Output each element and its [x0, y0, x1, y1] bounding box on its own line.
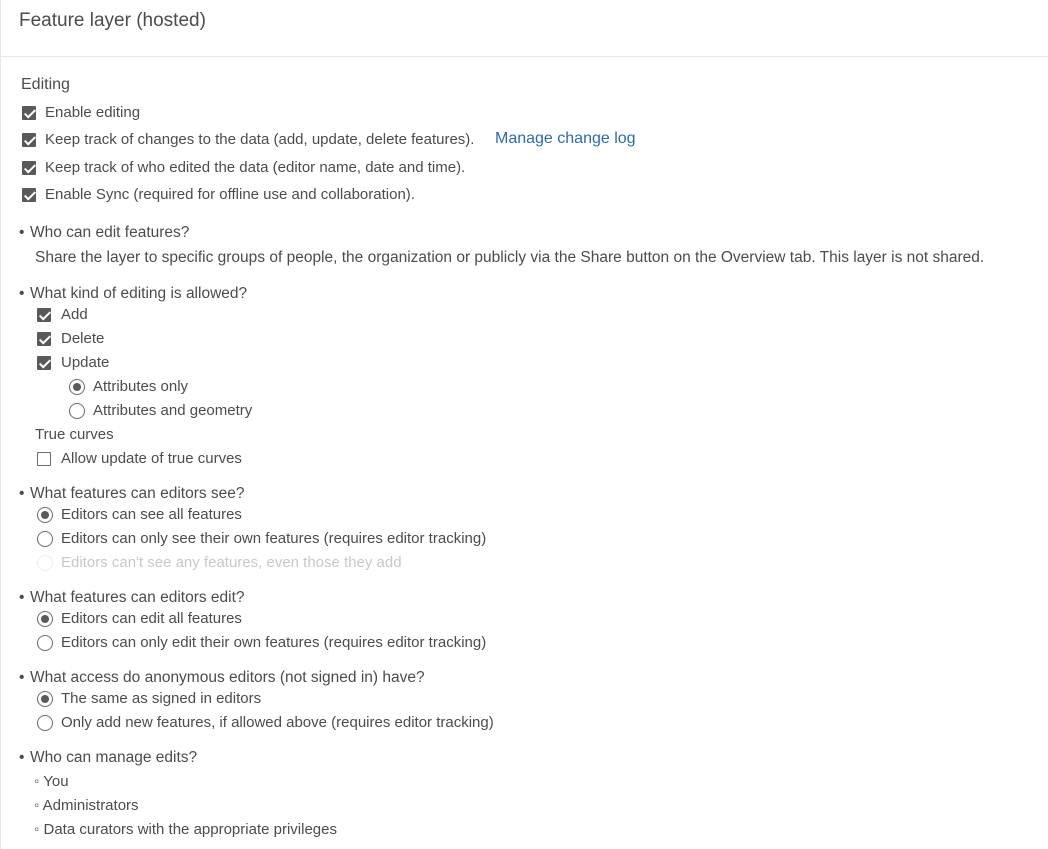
edit-own-features-label: Editors can only edit their own features (requires editor tracking) — [61, 634, 487, 651]
manage-edits-item-label: Data curators with the appropriate privileges — [43, 821, 337, 838]
track-changes-label: Keep track of changes to the data (add, update, delete features). — [45, 131, 475, 148]
edit-all-features-label: Editors can edit all features — [61, 610, 242, 627]
track-editors-checkbox[interactable] — [22, 161, 36, 175]
anonymous-add-only-radio[interactable] — [37, 715, 53, 731]
see-own-features-label: Editors can only see their own features (requires editor tracking) — [61, 530, 487, 547]
anonymous-access-label: What access do anonymous editors (not signed in) have? — [30, 669, 425, 686]
enable-editing-label: Enable editing — [45, 104, 141, 121]
anonymous-add-only-label: Only add new features, if allowed above (requires editor tracking) — [61, 714, 494, 731]
who-can-edit-label: Who can edit features? — [30, 224, 190, 241]
who-can-edit-question — [19, 224, 189, 242]
manage-edits-item — [34, 821, 337, 838]
kind-of-editing-label: What kind of editing is allowed? — [30, 285, 248, 302]
sub-bullet: ◦ — [34, 821, 40, 838]
sub-bullet: ◦ — [34, 797, 40, 814]
track-editors-label: Keep track of who edited the data (editor name, date and time). — [45, 159, 466, 176]
anonymous-access-question — [19, 669, 425, 687]
attributes-only-radio[interactable] — [69, 379, 85, 395]
see-all-features-label: Editors can see all features — [61, 506, 242, 523]
delete-label: Delete — [61, 330, 105, 347]
attributes-only-label: Attributes only — [93, 378, 189, 395]
attributes-geometry-label: Attributes and geometry — [93, 402, 253, 419]
features-edit-label: What features can editors edit? — [30, 589, 245, 606]
bullet: • — [19, 285, 25, 302]
anonymous-same-radio[interactable] — [37, 691, 53, 707]
bullet: • — [19, 669, 25, 686]
manage-change-log-link[interactable]: Manage change log — [495, 130, 636, 147]
update-checkbox[interactable] — [37, 356, 51, 370]
manage-edits-question — [19, 749, 197, 767]
enable-sync-label: Enable Sync (required for offline use and collaboration). — [45, 186, 415, 203]
bullet: • — [19, 749, 25, 766]
enable-editing-checkbox[interactable] — [22, 106, 36, 120]
track-changes-checkbox[interactable] — [22, 133, 36, 147]
delete-checkbox[interactable] — [37, 332, 51, 346]
allow-true-curves-checkbox[interactable] — [37, 452, 51, 466]
panel-header — [1, 0, 1048, 57]
manage-edits-item-label: Administrators — [42, 797, 139, 814]
see-no-features-radio — [37, 555, 53, 571]
page-title: Feature layer (hosted) — [19, 10, 206, 31]
manage-edits-label: Who can manage edits? — [30, 749, 198, 766]
see-all-features-radio[interactable] — [37, 507, 53, 523]
editing-section-title: Editing — [21, 76, 70, 93]
see-own-features-radio[interactable] — [37, 531, 53, 547]
see-no-features-label: Editors can't see any features, even those they add — [61, 554, 402, 571]
manage-edits-item — [34, 773, 69, 790]
kind-of-editing-question — [19, 285, 247, 303]
features-see-question — [19, 485, 245, 503]
bullet: • — [19, 485, 25, 502]
bullet: • — [19, 224, 25, 241]
allow-true-curves-label: Allow update of true curves — [61, 450, 242, 467]
true-curves-label: True curves — [35, 426, 114, 443]
update-label: Update — [61, 354, 110, 371]
sub-bullet: ◦ — [34, 773, 40, 790]
features-see-label: What features can editors see? — [30, 485, 245, 502]
add-label: Add — [61, 306, 88, 323]
add-checkbox[interactable] — [37, 308, 51, 322]
anonymous-same-label: The same as signed in editors — [61, 690, 262, 707]
features-edit-question — [19, 589, 245, 607]
attributes-geometry-radio[interactable] — [69, 403, 85, 419]
manage-edits-item — [34, 797, 139, 814]
bullet: • — [19, 589, 25, 606]
enable-sync-checkbox[interactable] — [22, 188, 36, 202]
edit-all-features-radio[interactable] — [37, 611, 53, 627]
edit-own-features-radio[interactable] — [37, 635, 53, 651]
manage-edits-item-label: You — [43, 773, 69, 790]
who-can-edit-description: Share the layer to specific groups of people, the organization or publicly via the Share button on the Overview tab. This layer is not shared. — [35, 249, 985, 266]
